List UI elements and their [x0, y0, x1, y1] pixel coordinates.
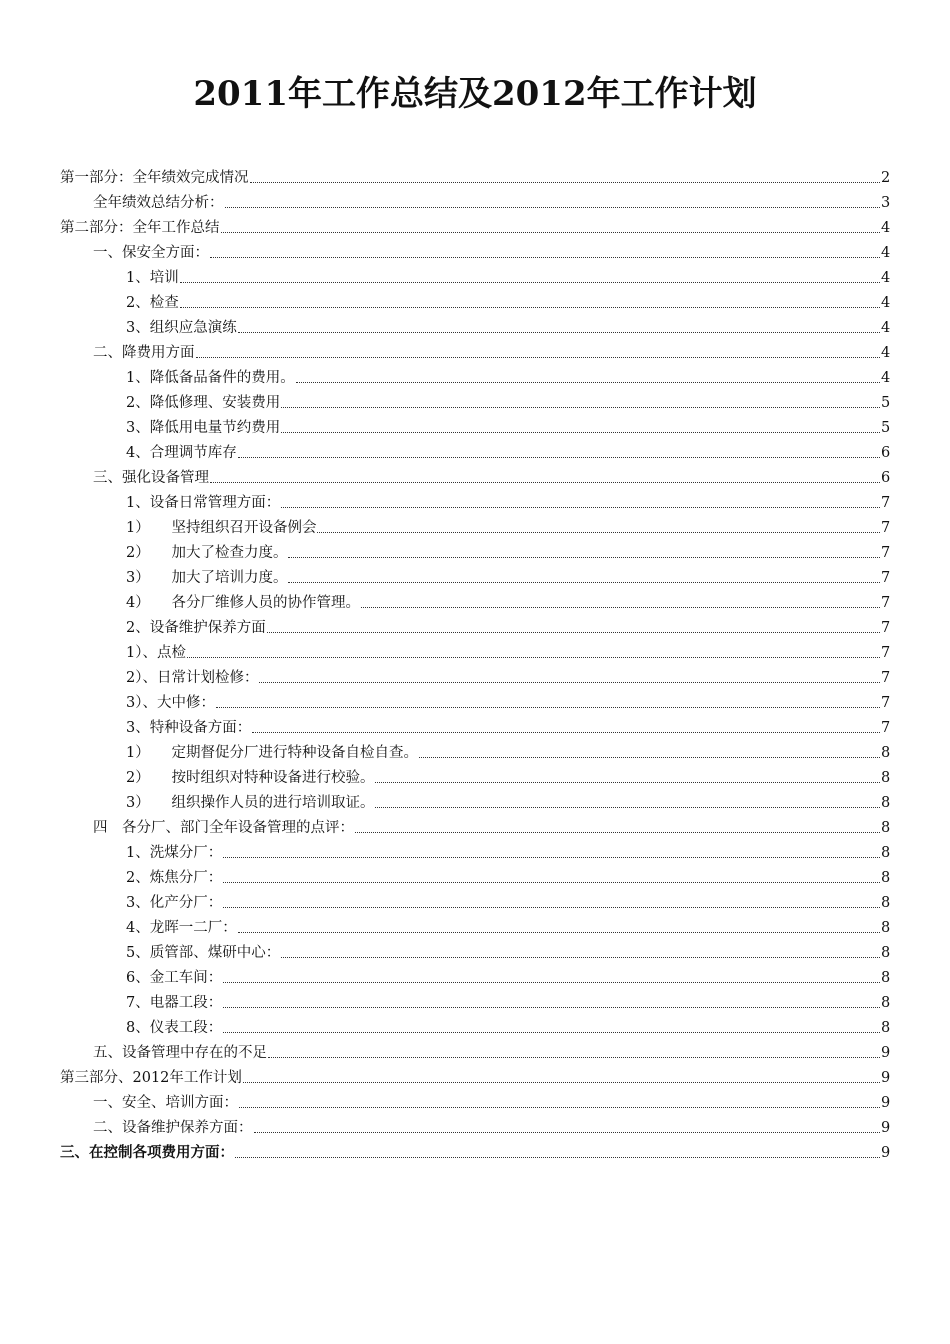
toc-entry-title: 7、电器工段：	[126, 995, 223, 1011]
toc-entry-title: 3） 加大了培训力度。	[126, 570, 288, 586]
toc-entry[interactable]	[60, 837, 890, 862]
toc-page-number: 8	[881, 945, 891, 961]
toc-entry-title: 3、特种设备方面：	[126, 720, 252, 736]
toc-entry-title: 一、安全、培训方面：	[93, 1095, 238, 1111]
toc-page-number: 8	[881, 795, 891, 811]
toc-page-number: 8	[881, 895, 891, 911]
toc-entry[interactable]	[60, 912, 890, 937]
toc-page-number: 7	[881, 595, 891, 611]
dot-leader	[180, 282, 880, 283]
toc-page-number: 9	[881, 1070, 891, 1086]
toc-page-number: 5	[881, 420, 891, 436]
toc-page-number: 8	[881, 745, 891, 761]
dot-leader	[250, 182, 881, 183]
toc-entry[interactable]	[60, 1087, 890, 1112]
dot-leader	[238, 457, 880, 458]
toc-page-number: 7	[881, 570, 891, 586]
dot-leader	[259, 682, 880, 683]
toc-page-number: 3	[881, 195, 891, 211]
dot-leader	[235, 1157, 880, 1158]
toc-entry-title: 2） 按时组织对特种设备进行校验。	[126, 770, 375, 786]
toc-entry[interactable]	[60, 512, 890, 537]
toc-page-number: 6	[881, 445, 891, 461]
toc-entry[interactable]	[60, 1137, 890, 1162]
toc-entry-title: 1、设备日常管理方面：	[126, 495, 281, 511]
toc-entry-title: 3、降低用电量节约费用	[126, 420, 281, 436]
toc-page-number: 8	[881, 1020, 891, 1036]
dot-leader	[288, 557, 880, 558]
dot-leader	[375, 782, 880, 783]
table-of-contents	[60, 162, 890, 1162]
toc-entry-title: 5、质管部、煤研中心：	[126, 945, 281, 961]
dot-leader	[281, 432, 880, 433]
toc-entry[interactable]	[60, 1112, 890, 1137]
dot-leader	[238, 332, 880, 333]
toc-entry-title: 8、仪表工段：	[126, 1020, 223, 1036]
dot-leader	[180, 307, 880, 308]
dot-leader	[223, 882, 880, 883]
toc-entry[interactable]	[60, 987, 890, 1012]
toc-entry-title: 1） 定期督促分厂进行特种设备自检自查。	[126, 745, 418, 761]
dot-leader	[355, 832, 880, 833]
toc-entry[interactable]	[60, 187, 890, 212]
toc-page-number: 7	[881, 695, 891, 711]
toc-entry[interactable]	[60, 412, 890, 437]
toc-entry-title: 三、在控制各项费用方面：	[60, 1144, 234, 1161]
dot-leader	[196, 357, 881, 358]
toc-page-number: 4	[881, 270, 891, 286]
toc-page-number: 7	[881, 720, 891, 736]
toc-entry[interactable]	[60, 462, 890, 487]
toc-entry-title: 3、组织应急演练	[126, 320, 237, 336]
dot-leader	[288, 582, 880, 583]
toc-entry[interactable]	[60, 312, 890, 337]
toc-page-number: 6	[881, 470, 891, 486]
dot-leader	[281, 507, 880, 508]
toc-page-number: 4	[881, 245, 891, 261]
toc-entry-title: 1）、点检	[126, 645, 186, 661]
toc-page-number: 9	[881, 1120, 891, 1136]
toc-page-number: 7	[881, 645, 891, 661]
toc-entry-title: 3、化产分厂：	[126, 895, 223, 911]
toc-entry[interactable]	[60, 537, 890, 562]
toc-entry[interactable]	[60, 287, 890, 312]
dot-leader	[223, 1032, 880, 1033]
toc-entry[interactable]	[60, 487, 890, 512]
toc-entry[interactable]	[60, 812, 890, 837]
dot-leader	[361, 607, 880, 608]
dot-leader	[187, 657, 880, 658]
toc-page-number: 5	[881, 395, 891, 411]
toc-entry-title: 2、设备维护保养方面	[126, 620, 266, 636]
dot-leader	[254, 1132, 881, 1133]
dot-leader	[210, 257, 880, 258]
toc-entry-title: 第二部分：全年工作总结	[60, 220, 220, 236]
dot-leader	[296, 382, 880, 383]
toc-entry-title: 1、降低备品备件的费用。	[126, 370, 295, 386]
toc-entry-title: 2）、日常计划检修：	[126, 670, 259, 686]
toc-entry-title: 1、洗煤分厂：	[126, 845, 223, 861]
toc-entry-title: 4、合理调节库存	[126, 445, 237, 461]
toc-entry-title: 第一部分：全年绩效完成情况	[60, 170, 249, 186]
toc-page-number: 7	[881, 495, 891, 511]
dot-leader	[267, 632, 880, 633]
dot-leader	[225, 207, 881, 208]
toc-page-number: 4	[881, 370, 891, 386]
toc-entry-title: 二、降费用方面	[93, 345, 195, 361]
toc-page-number: 9	[881, 1145, 891, 1161]
toc-entry[interactable]	[60, 437, 890, 462]
toc-entry-title: 第三部分、2012年工作计划	[60, 1070, 242, 1086]
dot-leader	[281, 957, 880, 958]
toc-entry[interactable]	[60, 337, 890, 362]
dot-leader	[281, 407, 880, 408]
toc-entry[interactable]	[60, 162, 890, 187]
toc-page-number: 2	[881, 170, 891, 186]
toc-entry[interactable]	[60, 562, 890, 587]
toc-page-number: 7	[881, 670, 891, 686]
toc-page-number: 8	[881, 845, 891, 861]
toc-entry[interactable]	[60, 1012, 890, 1037]
toc-entry-title: 五、设备管理中存在的不足	[93, 1045, 267, 1061]
toc-entry-title: 2、降低修理、安装费用	[126, 395, 281, 411]
toc-entry-title: 1、培训	[126, 270, 179, 286]
toc-page-number: 9	[881, 1095, 891, 1111]
toc-entry[interactable]	[60, 737, 890, 762]
toc-entry[interactable]	[60, 262, 890, 287]
toc-entry-title: 3）、大中修：	[126, 695, 215, 711]
toc-page-number: 4	[881, 220, 891, 236]
dot-leader	[216, 707, 880, 708]
toc-entry[interactable]	[60, 787, 890, 812]
toc-entry[interactable]	[60, 762, 890, 787]
toc-page-number: 8	[881, 770, 891, 786]
toc-entry-title: 3） 组织操作人员的进行培训取证。	[126, 795, 375, 811]
toc-entry-title: 三、强化设备管理	[93, 470, 209, 486]
dot-leader	[238, 932, 880, 933]
dot-leader	[223, 907, 880, 908]
toc-page-number: 9	[881, 1045, 891, 1061]
toc-entry-title: 全年绩效总结分析：	[93, 195, 224, 211]
dot-leader	[223, 857, 880, 858]
dot-leader	[317, 532, 880, 533]
toc-entry[interactable]	[60, 387, 890, 412]
toc-entry-title: 2） 加大了检查力度。	[126, 545, 288, 561]
dot-leader	[419, 757, 880, 758]
toc-entry-title: 4、龙晖一二厂：	[126, 920, 237, 936]
toc-page-number: 4	[881, 320, 891, 336]
toc-entry-title: 二、设备维护保养方面：	[93, 1120, 253, 1136]
toc-entry[interactable]	[60, 612, 890, 637]
dot-leader	[375, 807, 880, 808]
toc-entry[interactable]	[60, 862, 890, 887]
toc-entry-title: 6、金工车间：	[126, 970, 223, 986]
toc-entry[interactable]	[60, 637, 890, 662]
toc-page-number: 4	[881, 345, 891, 361]
toc-entry-title: 4） 各分厂维修人员的协作管理。	[126, 595, 360, 611]
toc-entry-title: 1） 坚持组织召开设备例会	[126, 520, 317, 536]
toc-page-number: 8	[881, 820, 891, 836]
toc-entry-title: 四 各分厂、部门全年设备管理的点评：	[93, 820, 354, 836]
toc-page-number: 8	[881, 920, 891, 936]
dot-leader	[221, 232, 881, 233]
dot-leader	[252, 732, 880, 733]
toc-entry[interactable]	[60, 887, 890, 912]
dot-leader	[223, 982, 880, 983]
dot-leader	[239, 1107, 880, 1108]
toc-page-number: 7	[881, 520, 891, 536]
toc-page-number: 8	[881, 870, 891, 886]
toc-entry[interactable]	[60, 587, 890, 612]
toc-entry[interactable]	[60, 362, 890, 387]
toc-entry[interactable]	[60, 662, 890, 687]
toc-entry[interactable]	[60, 237, 890, 262]
toc-entry-title: 2、炼焦分厂：	[126, 870, 223, 886]
dot-leader	[210, 482, 880, 483]
toc-entry[interactable]	[60, 937, 890, 962]
toc-entry[interactable]	[60, 712, 890, 737]
toc-entry[interactable]	[60, 1037, 890, 1062]
toc-entry[interactable]	[60, 687, 890, 712]
toc-entry-title: 2、检查	[126, 295, 179, 311]
toc-page-number: 8	[881, 970, 891, 986]
toc-page-number: 7	[881, 545, 891, 561]
toc-page-number: 8	[881, 995, 891, 1011]
dot-leader	[243, 1082, 880, 1083]
toc-entry-title: 一、保安全方面：	[93, 245, 209, 261]
dot-leader	[268, 1057, 880, 1058]
document-title: 2011年工作总结及2012年工作计划	[193, 74, 757, 114]
toc-entry[interactable]	[60, 1062, 890, 1087]
toc-entry[interactable]	[60, 212, 890, 237]
dot-leader	[223, 1007, 880, 1008]
toc-page-number: 7	[881, 620, 891, 636]
toc-entry[interactable]	[60, 962, 890, 987]
toc-page-number: 4	[881, 295, 891, 311]
